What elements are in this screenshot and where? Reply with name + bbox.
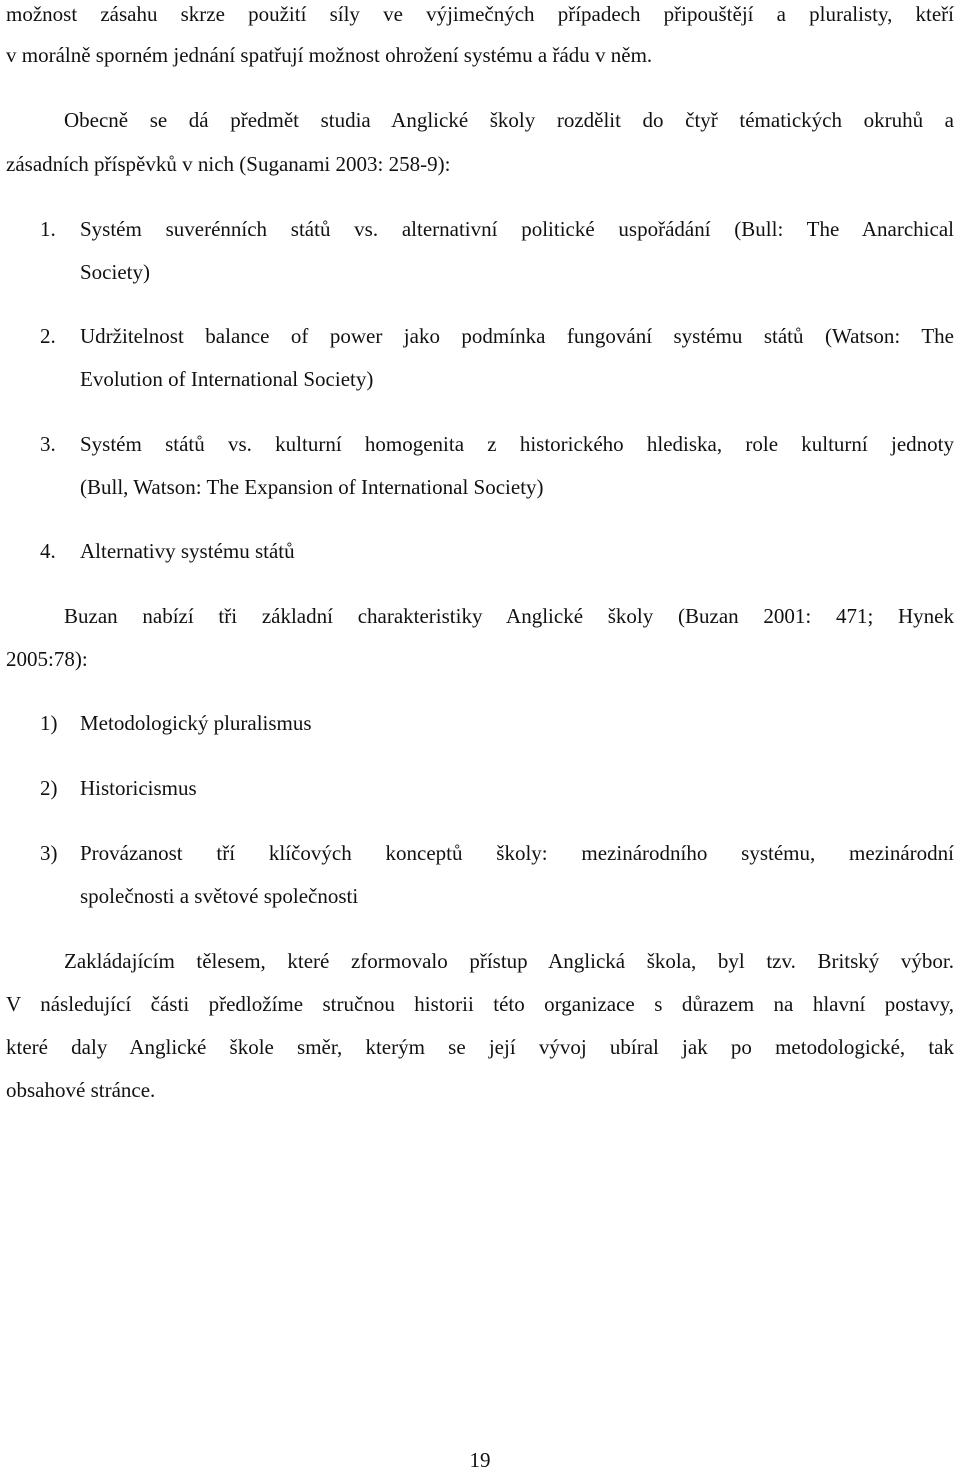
paragraph-line: Obecně se dá předmět studia Anglické školy rozdělit do čtyř tématických okruhů a <box>64 108 954 132</box>
list-item-text: Evolution of International Society) <box>80 367 374 391</box>
list-item-text: Metodologický pluralismus <box>80 711 312 735</box>
paragraph-line: zásadních příspěvků v nich (Suganami 2003: 258-9): <box>6 152 451 176</box>
paragraph-line: Zakládajícím tělesem, které zformovalo přístup Anglická škola, byl tzv. Britský výbor. <box>64 949 954 973</box>
list-item-text: Provázanost tří klíčových konceptů školy: mezinárodního systému, mezinárodní <box>80 841 954 865</box>
list-marker: 3) <box>40 841 58 865</box>
paragraph-line: V následující části předložíme stručnou historii této organizace s důrazem na hlavní postavy, <box>6 992 954 1016</box>
paragraph-line: které daly Anglické škole směr, kterým se její vývoj ubíral jak po metodologické, tak <box>6 1035 954 1059</box>
list-marker: 2. <box>40 324 56 348</box>
list-marker: 1) <box>40 711 58 735</box>
paragraph-line: v morálně sporném jednání spatřují možnost ohrožení systému a řádu v něm. <box>6 43 653 67</box>
list-marker: 3. <box>40 432 56 456</box>
list-marker: 2) <box>40 776 58 800</box>
list-item-text: Society) <box>80 260 150 284</box>
list-item-text: Systém suverénních států vs. alternativní politické uspořádání (Bull: The Anarchical <box>80 217 954 241</box>
list-item-text: Systém států vs. kulturní homogenita z historického hlediska, role kulturní jednoty <box>80 432 954 456</box>
paragraph-line: 2005:78): <box>6 647 88 671</box>
list-item-text: Udržitelnost balance of power jako podmínka fungování systému států (Watson: The <box>80 324 954 348</box>
paragraph-line: obsahové stránce. <box>6 1078 156 1102</box>
list-marker: 4. <box>40 539 56 563</box>
paragraph-line: možnost zásahu skrze použití síly ve výjimečných případech připouštějí a pluralisty, kteří <box>6 2 954 26</box>
list-item-text: Alternativy systému států <box>80 539 295 563</box>
page-number: 19 <box>469 1448 491 1472</box>
list-item-text: Historicismus <box>80 776 197 800</box>
list-item-text: společnosti a světové společnosti <box>80 884 359 908</box>
list-marker: 1. <box>40 217 56 241</box>
list-item-text: (Bull, Watson: The Expansion of International Society) <box>80 475 544 499</box>
paragraph-line: Buzan nabízí tři základní charakteristiky Anglické školy (Buzan 2001: 471; Hynek <box>64 604 954 628</box>
